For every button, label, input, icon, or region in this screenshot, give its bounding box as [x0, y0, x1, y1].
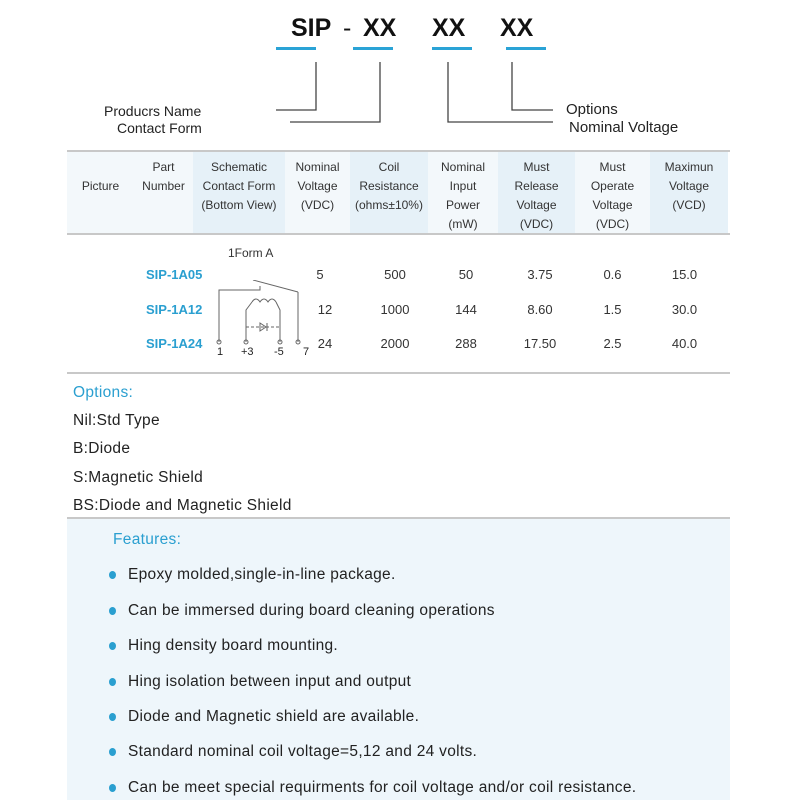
header-text: (VDC): [300, 198, 335, 212]
header-text: Input: [449, 179, 477, 193]
option-item: B:Diode: [73, 440, 131, 457]
header-text: Voltage: [668, 179, 710, 193]
code-options: XX: [500, 14, 534, 42]
header-text: Schematic: [210, 160, 268, 174]
header-text: Voltage: [297, 179, 338, 193]
header-text: Voltage: [516, 198, 557, 212]
must-operate: 2.5: [603, 336, 622, 351]
max-voltage: 40.0: [671, 336, 698, 351]
bullet-icon: [109, 642, 116, 650]
header-rule: [67, 233, 730, 235]
schematic-diagram: [210, 280, 310, 350]
part-number: SIP-1A24: [146, 336, 203, 351]
header-picture: [67, 152, 134, 233]
header-schematic: [193, 152, 285, 233]
feature-text: Diode and Magnetic shield are available.: [128, 708, 420, 725]
bullet-icon: [109, 571, 116, 579]
option-item: BS:Diode and Magnetic Shield: [73, 497, 292, 514]
must-release: 3.75: [527, 267, 553, 282]
header-text: Operate: [590, 179, 635, 193]
header-input-power: [428, 152, 498, 233]
nominal-voltage: 24: [317, 336, 333, 351]
header-text: Number: [142, 179, 185, 193]
input-power: 288: [455, 336, 477, 351]
header-text: Maximun: [664, 160, 714, 174]
header-text: Contact Form: [202, 179, 276, 193]
header-text: Picture: [81, 179, 120, 193]
header-text: Release: [514, 179, 559, 193]
header-text: (VDC): [519, 217, 554, 231]
feature-text: Can be meet special requirments for coil voltage and/or coil resistance.: [128, 779, 637, 796]
feature-item: [109, 602, 495, 620]
header-text: Part: [152, 160, 175, 174]
part-number: SIP-1A12: [146, 302, 203, 317]
feature-text: Can be immersed during board cleaning operations: [128, 602, 495, 619]
pin-label: -5: [274, 346, 284, 358]
input-power: 144: [455, 302, 477, 317]
header-text: (VCD): [672, 198, 706, 212]
feature-item: [109, 743, 477, 761]
header-text: Resistance: [359, 179, 419, 193]
code-contact-form: XX: [363, 14, 397, 42]
header-text: Nominal: [440, 160, 485, 174]
nominal-voltage: 12: [317, 302, 333, 317]
must-operate: 1.5: [603, 302, 622, 317]
header-text: (mW): [448, 217, 478, 231]
header-text: (Bottom View): [201, 198, 277, 212]
coil-resistance: 500: [384, 267, 406, 282]
header-must-release: [498, 152, 575, 233]
label-options: Options: [566, 101, 618, 118]
options-title: Options:: [73, 384, 134, 401]
must-release: 17.50: [523, 336, 557, 351]
label-producers-name: Producrs Name: [104, 103, 202, 119]
option-item: S:Magnetic Shield: [73, 469, 204, 486]
pin-label: +3: [241, 346, 254, 358]
header-max-voltage: [650, 152, 728, 233]
input-power: 50: [458, 267, 474, 282]
code-prefix: SIP: [291, 14, 332, 42]
header-text: (ohms±10%): [355, 198, 423, 212]
header-text: Voltage: [592, 198, 633, 212]
schematic-form-label: 1Form A: [228, 246, 274, 260]
features-title: Features:: [113, 531, 182, 548]
header-text: (VDC): [595, 217, 630, 231]
bullet-icon: [109, 784, 116, 792]
feature-item: [109, 779, 636, 797]
bullet-icon: [109, 713, 116, 721]
feature-text: Epoxy molded,single-in-line package.: [128, 566, 396, 583]
header-text: Must: [523, 160, 550, 174]
code-nominal-voltage: XX: [432, 14, 466, 42]
feature-text: Hing isolation between input and output: [128, 673, 412, 690]
header-text: Nominal: [295, 160, 340, 174]
header-text: Power: [445, 198, 480, 212]
pin-label: 7: [303, 346, 310, 358]
bullet-icon: [109, 607, 116, 615]
pin-label: 1: [217, 346, 224, 358]
coil-resistance: 1000: [380, 302, 410, 317]
must-release: 8.60: [527, 302, 553, 317]
bullet-icon: [109, 748, 116, 756]
header-must-operate: [575, 152, 650, 233]
header-text: Coil: [378, 160, 400, 174]
nominal-voltage: 5: [316, 267, 324, 282]
part-number: SIP-1A05: [146, 267, 203, 282]
label-contact-form: Contact Form: [117, 120, 202, 136]
feature-item: [109, 566, 396, 584]
header-nominal-voltage: [285, 152, 350, 233]
max-voltage: 30.0: [671, 302, 698, 317]
feature-item: [109, 708, 419, 726]
must-operate: 0.6: [603, 267, 622, 282]
feature-item: [109, 637, 338, 655]
option-item: Nil:Std Type: [73, 412, 160, 429]
coil-resistance: 2000: [380, 336, 410, 351]
feature-item: [109, 673, 411, 691]
label-nominal-voltage: Nominal Voltage: [569, 119, 679, 136]
max-voltage: 15.0: [671, 267, 698, 282]
header-part-number: [134, 152, 193, 233]
header-text: Must: [599, 160, 626, 174]
header-coil-resistance: [350, 152, 428, 233]
feature-text: Hing density board mounting.: [128, 637, 339, 654]
table-bottom-rule: [67, 372, 730, 374]
code-dash: -: [343, 14, 352, 42]
feature-text: Standard nominal coil voltage=5,12 and 24 volts.: [128, 743, 478, 760]
bullet-icon: [109, 678, 116, 686]
